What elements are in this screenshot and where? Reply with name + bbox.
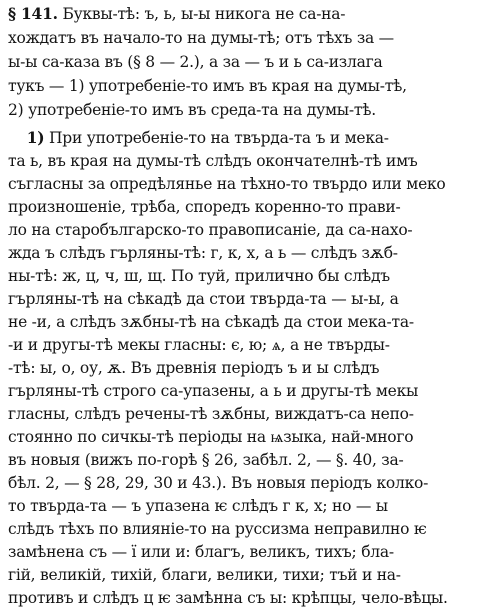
section-line-3: ы-ы са-каза въ (§ 8 — 2.), а за — ъ и ь са-излага bbox=[8, 53, 383, 71]
paragraph-line-8: гърляны-тѣ на сѣкадѣ да стои твърда-та — ы-ы, а bbox=[8, 290, 399, 308]
paragraph-line-14: стоянно по сичкы-тѣ періоды на ѩзыка, най-много bbox=[8, 428, 414, 446]
paragraph-line-5: ло на старобългарско-то правописаніе, да са-нахо- bbox=[8, 221, 413, 239]
paragraph-line-2: та ь, въ края на думы-тѣ слѣдъ окончателнѣ-тѣ имъ bbox=[8, 152, 418, 170]
paragraph-line-4: произношеніе, трѣба, споредъ коренно-то прави- bbox=[8, 198, 401, 216]
paragraph-line-17: то твърда-та — ъ упазена ѥ слѣдъ г к, х; но — ы bbox=[8, 497, 388, 515]
paragraph-line-11: -тѣ: ы, о, оу, ѫ. Въ древнія періодъ ъ и ы слѣдъ bbox=[8, 359, 380, 377]
paragraph-line-3: съгласны за опредѣлянье на тѣхно-то твърдо или меко bbox=[8, 175, 446, 193]
paragraph-lead: 1) bbox=[26, 128, 45, 147]
section-line-1 bbox=[8, 4, 486, 24]
section-line-1-text: Буквы-тѣ: ъ, ь, ы-ы никога не са-на- bbox=[62, 5, 346, 23]
paragraph-line-16: бѣл. 2, — § 28, 29, 30 и 43.). Въ новыя періодъ колко- bbox=[8, 474, 429, 492]
paragraph-line-15: въ новыя (вижъ по-горѣ § 26, забѣл. 2, — §. 40, за- bbox=[8, 451, 404, 469]
paragraph-line-22-text: вѣцы. bbox=[403, 589, 448, 607]
paragraph-line-19: замѣнена съ — ї или и: благъ, великъ, тихъ; бла- bbox=[8, 543, 394, 561]
section-line-4: тукъ — 1) употребеніе-то имъ въ края на думы-тѣ, bbox=[8, 77, 407, 95]
section-number: § 141. bbox=[8, 4, 58, 23]
paragraph-line-1 bbox=[8, 128, 486, 148]
paragraph-line-12: гърляны-тѣ строго са-упазены, а ь и другы-тѣ мекы bbox=[8, 382, 419, 400]
paragraph-line-7: ны-тѣ: ж, ц, ч, ш, щ. По туй, прилично бы слѣдъ bbox=[8, 267, 390, 285]
paragraph-line-1-text: При употребеніе-то на твърда-та ъ и мека- bbox=[49, 129, 389, 147]
paragraph-line-13: гласны, слѣдъ речены-тѣ зѫбны, виждатъ-са непо- bbox=[8, 405, 414, 423]
section-line-2: хождатъ въ начало-то на думы-тѣ; отъ тѣхъ за — bbox=[8, 29, 394, 47]
paragraph-line-20: гій, великій, тихій, благи, велики, тихи; тъй и на- bbox=[8, 566, 401, 584]
section-line-5: 2) употребеніе-то имъ въ среда-та на думы-тѣ. bbox=[8, 101, 376, 119]
paragraph-line-18: слѣдъ тѣхъ по влияніе-то на руссизма неправилно ѥ bbox=[8, 520, 427, 538]
paragraph-line-9: не -и, а слѣдъ зѫбны-тѣ на сѣкадѣ да стои мека-та- bbox=[8, 313, 414, 331]
paragraph-line-21: противъ и слѣдъ ц ѥ замѣнна съ ы: крѣпцы, чело-вѣцы. bbox=[8, 589, 448, 607]
paragraph-line-6: жда ъ слѣдъ гърляны-тѣ: г, к, х, а ь — слѣдъ зѫб- bbox=[8, 244, 398, 262]
paragraph-line-10: -и и другы-тѣ мекы гласны: є, ю; ѧ, а не твърды- bbox=[8, 336, 390, 354]
